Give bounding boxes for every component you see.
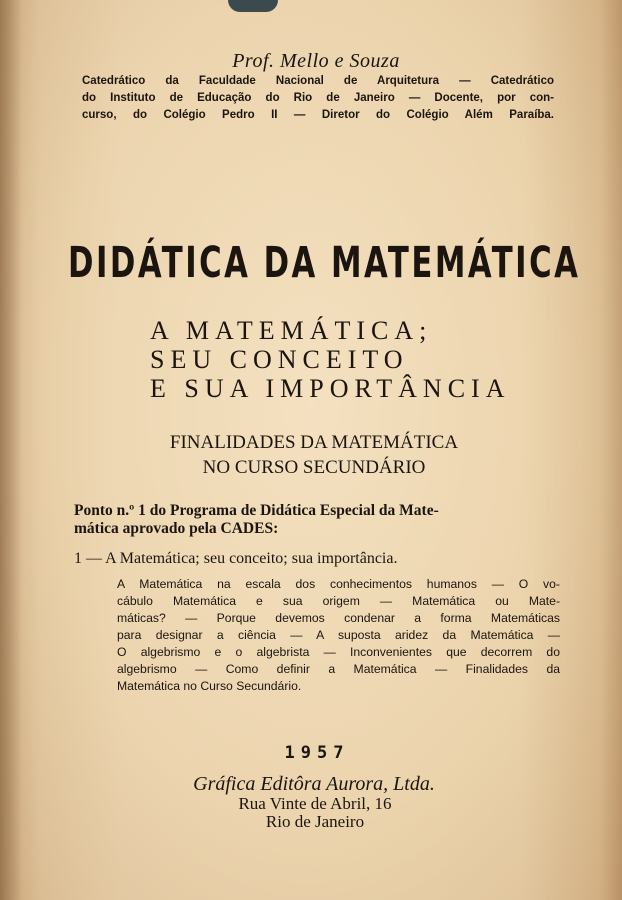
book-subtitle xyxy=(150,316,511,403)
topics-line: O algebrismo e o algebrista — Inconvenientes que decorrem do xyxy=(117,645,560,659)
finalidades-line: FINALIDADES DA MATEMÁTICA xyxy=(169,432,459,453)
credentials-line: Catedrático da Faculdade Nacional de Arquitetura — Catedrático xyxy=(82,75,554,87)
subtitle-line: A MATEMÁTICA; xyxy=(150,316,433,345)
address-line: Rio de Janeiro xyxy=(265,812,365,831)
address-line: Rua Vinte de Abril, 16 xyxy=(238,794,392,813)
author-name: Prof. Mello e Souza xyxy=(232,50,400,72)
finalidades-line: NO CURSO SECUNDÁRIO xyxy=(202,457,426,478)
publication-year: 1957 xyxy=(284,743,350,763)
bookmark-tab xyxy=(228,0,278,12)
topics-line: máticas? — Porque devemos condenar a forma Matemáticas xyxy=(117,611,560,625)
topics-line: A Matemática na escala dos conhecimentos humanos — O vo- xyxy=(117,577,560,591)
program-point xyxy=(74,502,566,538)
item-heading: 1 — A Matemática; seu conceito; sua importância. xyxy=(74,550,398,567)
publisher-address xyxy=(0,795,622,831)
credentials-line: do Instituto de Educação do Rio de Janeiro — Docente, por con- xyxy=(82,92,554,104)
author-credentials xyxy=(82,73,554,124)
subtitle-line: E SUA IMPORTÂNCIA xyxy=(150,374,511,403)
topics-line: para designar a ciência — A suposta aridez da Matemática — xyxy=(117,628,560,642)
finalidades-heading xyxy=(0,430,622,480)
topics-line: cábulo Matemática e sua origem — Matemática ou Mate- xyxy=(117,594,560,608)
topics-line: algebrismo — Como definir a Matemática — Finalidades da xyxy=(117,662,560,676)
topics-paragraph xyxy=(117,576,560,695)
topics-line: Matemática no Curso Secundário. xyxy=(117,679,302,693)
credentials-line: curso, do Colégio Pedro II — Diretor do Colégio Além Paraíba. xyxy=(82,109,554,121)
ponto-line: Ponto n.º 1 do Programa de Didática Especial da Mate- xyxy=(74,502,439,519)
ponto-line: mática aprovado pela CADES: xyxy=(74,520,279,537)
publisher-name: Gráfica Editôra Aurora, Ltda. xyxy=(193,773,435,795)
subtitle-line: SEU CONCEITO xyxy=(150,345,409,374)
book-title: DIDÁTICA DA MATEMÁTICA xyxy=(68,238,581,288)
